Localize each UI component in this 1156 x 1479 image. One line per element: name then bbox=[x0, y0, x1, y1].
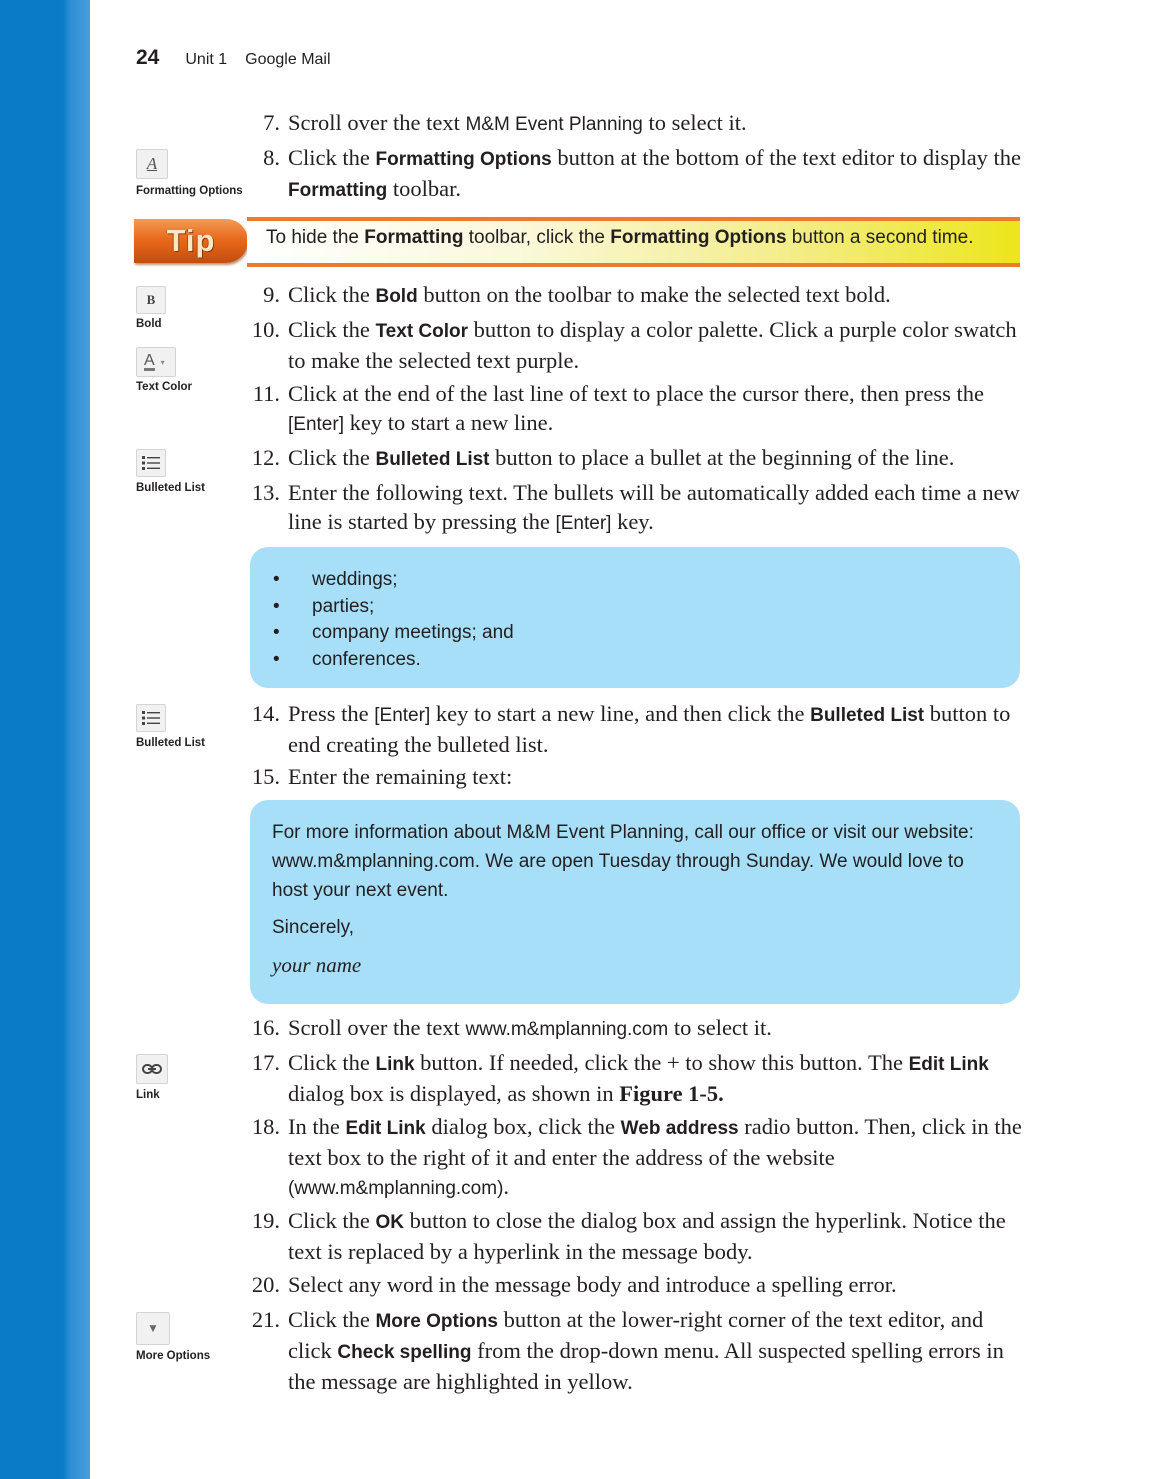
tip-text: To hide the Formatting toolbar, click the Formatting Options button a second time. bbox=[247, 217, 1020, 267]
step-10: 10. Click the Text Color button to display a color palette. Click a purple color swatch to make the selected text purple. bbox=[251, 317, 1017, 373]
bullet-item: • parties; bbox=[250, 594, 1020, 621]
tip-callout bbox=[134, 217, 1020, 267]
tip-badge: Tip bbox=[134, 219, 248, 263]
side-color-bar bbox=[0, 0, 90, 1479]
more-options-icon bbox=[136, 1312, 170, 1345]
margin-bulleted-list-1 bbox=[136, 449, 205, 494]
step-16: 16. Scroll over the text www.m&mplanning.com to select it. bbox=[251, 1015, 772, 1040]
step-17: 17. Click the Link button. If needed, click the + to show this button. The Edit Link dialog box is displayed, as shown in Figure 1-5. bbox=[251, 1050, 989, 1106]
step-12: 12. Click the Bulleted List button to place a bullet at the beginning of the line. bbox=[251, 445, 955, 470]
margin-bulleted-list-2 bbox=[136, 704, 205, 749]
step-8: 8. Click the Formatting Options button at the bottom of the text editor to display the Formatting toolbar. bbox=[263, 145, 1022, 201]
message-paragraph: For more information about M&M Event Planning, call our office or visit our website: www.m&mplanning.com. We are open Tuesday through Sunday. We would love to host your next event. bbox=[272, 822, 974, 901]
step-21: 21. Click the More Options button at the lower-right corner of the text editor, and click Check spelling from the drop-down menu. All suspected spelling errors in the message are highlighted in yellow. bbox=[251, 1307, 1004, 1394]
step-11: 11. Click at the end of the last line of text to place the cursor there, then press the [Enter] key to start a new line. bbox=[252, 381, 985, 435]
icon-caption: Text Color bbox=[136, 381, 193, 393]
bold-icon: B bbox=[136, 286, 166, 314]
icon-caption: More Options bbox=[136, 1350, 211, 1362]
message-text-box bbox=[250, 800, 1020, 1004]
step-9: 9. Click the Bold button on the toolbar to make the selected text bold. bbox=[263, 282, 891, 307]
margin-text-color bbox=[136, 347, 192, 393]
message-signature: your name bbox=[272, 953, 362, 977]
unit-label: Unit 1 bbox=[185, 51, 228, 68]
bullet-item: • conferences. bbox=[250, 647, 1020, 674]
running-head bbox=[136, 46, 331, 70]
margin-more-options bbox=[136, 1312, 210, 1362]
icon-caption: Bulleted List bbox=[136, 737, 206, 749]
bullet-item: • company meetings; and bbox=[250, 620, 1020, 647]
margin-link bbox=[136, 1054, 168, 1101]
bullet-list-box bbox=[250, 547, 1020, 688]
step-7: 7. Scroll over the text M&M Event Planning to select it. bbox=[263, 110, 747, 135]
icon-caption: Formatting Options bbox=[136, 185, 243, 197]
bulleted-list-icon bbox=[136, 704, 166, 732]
text-color-icon: A ▾ bbox=[136, 347, 176, 377]
link-icon bbox=[136, 1054, 168, 1084]
formatting-options-icon: A bbox=[136, 149, 168, 179]
page-number: 24 bbox=[136, 46, 160, 69]
step-15: 15. Enter the remaining text: bbox=[251, 764, 513, 789]
margin-bold bbox=[136, 286, 166, 330]
bulleted-list-icon bbox=[136, 449, 166, 477]
step-13: 13. Enter the following text. The bullets will be automatically added each time a new line is started by pressing the [Enter] key. bbox=[251, 480, 1020, 534]
chapter-title: Google Mail bbox=[245, 51, 331, 68]
step-20: 20. Select any word in the message body and introduce a spelling error. bbox=[251, 1272, 897, 1297]
bullet-item: • weddings; bbox=[250, 567, 1020, 594]
step-18: 18. In the Edit Link dialog box, click the Web address radio button. Then, click in the text box to the right of it and enter the address of the website (www.m&mplanning.com). bbox=[251, 1114, 1022, 1199]
step-19: 19. Click the OK button to close the dialog box and assign the hyperlink. Notice the text is replaced by a hyperlink in the message body. bbox=[251, 1208, 1006, 1264]
chevron-down-icon: ▾ bbox=[160, 357, 165, 367]
icon-caption: Bold bbox=[136, 318, 162, 330]
icon-caption: Link bbox=[136, 1089, 160, 1101]
icon-caption: Bulleted List bbox=[136, 482, 206, 494]
margin-formatting-options bbox=[136, 149, 243, 197]
step-14: 14. Press the [Enter] key to start a new line, and then click the Bulleted List button to end creating the bulleted list. bbox=[251, 701, 1011, 757]
chevron-down-icon: ▼ bbox=[149, 1323, 157, 1334]
message-closing: Sincerely, bbox=[272, 917, 355, 938]
